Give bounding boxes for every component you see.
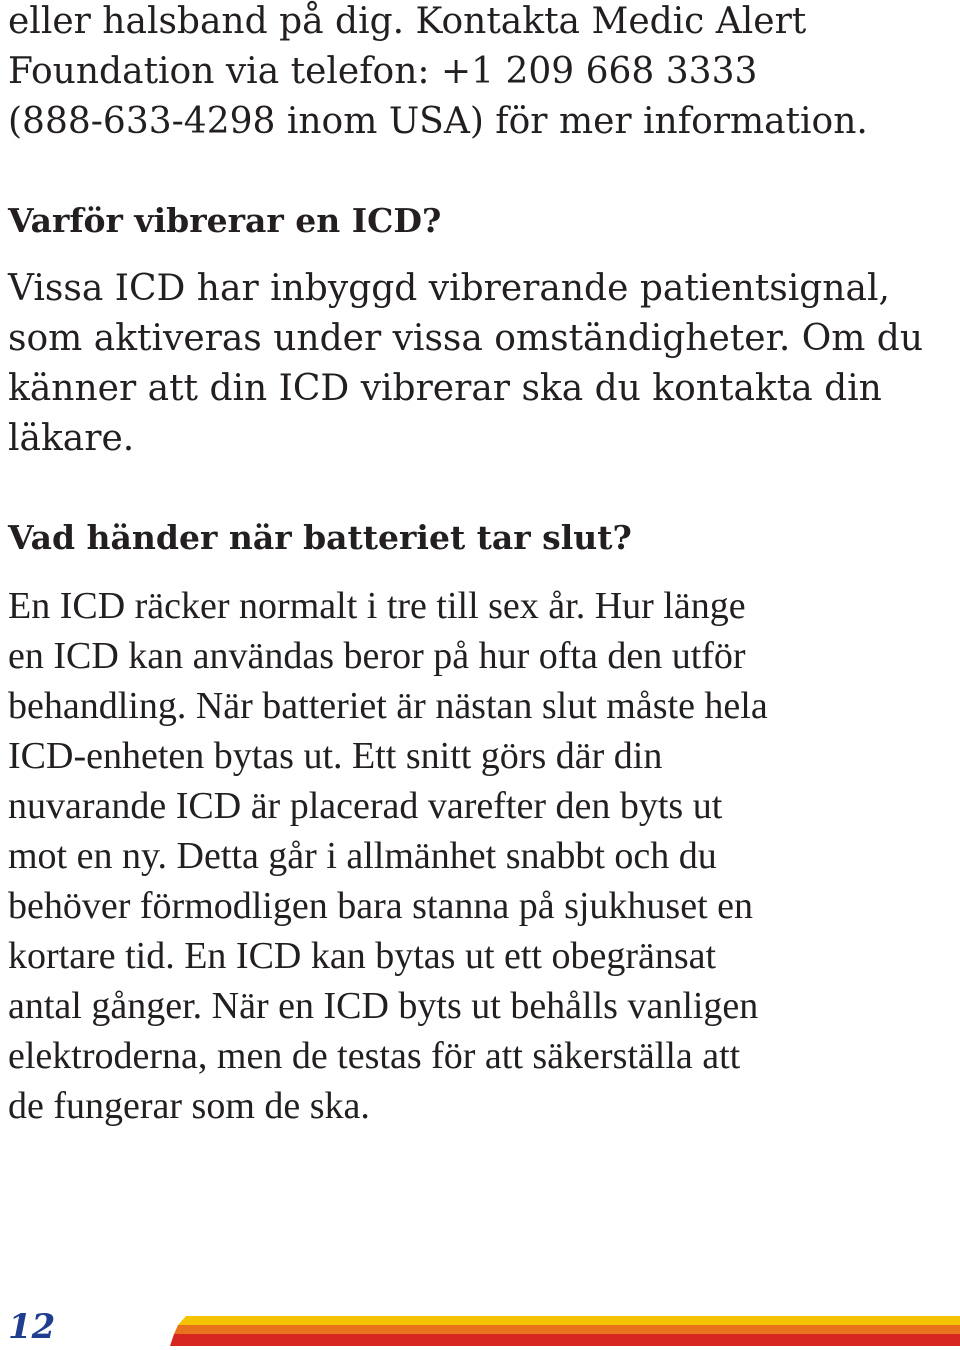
text-line: kortare tid. En ICD kan bytas ut ett obegränsat [8, 935, 717, 977]
paragraph-battery [8, 581, 768, 1131]
stripe-yellow [178, 1316, 960, 1325]
stripe-red [170, 1334, 960, 1346]
text-line: (888-633-4298 inom USA) för mer information. [8, 101, 868, 142]
text-line: nuvarande ICD är placerad varefter den byts ut [8, 785, 723, 827]
text-line: behandling. När batteriet är nästan slut måste hela [8, 685, 768, 727]
text-line: mot en ny. Detta går i allmänhet snabbt och du [8, 835, 717, 877]
heading-battery: Vad händer när batteriet tar slut? [8, 518, 632, 557]
text-line: en ICD kan användas beror på hur ofta den utför [8, 635, 746, 677]
text-line: de fungerar som de ska. [8, 1085, 370, 1127]
text-line: Foundation via telefon: +1 209 668 3333 [8, 51, 758, 92]
heading-why-vibrate: Varför vibrerar en ICD? [8, 201, 442, 240]
paragraph-vibration [8, 264, 923, 464]
text-line: som aktiveras under vissa omständigheter. Om du [8, 318, 924, 359]
text-line: eller halsband på dig. Kontakta Medic Alert [8, 1, 807, 42]
text-line: antal gånger. När en ICD byts ut behålls vanligen [8, 985, 759, 1027]
stripe-orange [174, 1325, 960, 1334]
text-line: En ICD räcker normalt i tre till sex år. Hur länge [8, 585, 746, 627]
text-line: behöver förmodligen bara stanna på sjukhuset en [8, 885, 753, 927]
text-line: känner att din ICD vibrerar ska du kontakta din [8, 368, 882, 409]
text-line: ICD-enheten bytas ut. Ett snitt görs där din [8, 735, 663, 777]
footer-stripes [170, 1316, 960, 1346]
page-number: 12 [8, 1307, 56, 1347]
text-line: Vissa ICD har inbyggd vibrerande patientsignal, [8, 268, 890, 309]
text-line: läkare. [8, 418, 135, 459]
paragraph-medic-alert [8, 0, 868, 147]
text-line: elektroderna, men de testas för att säkerställa att [8, 1035, 741, 1077]
